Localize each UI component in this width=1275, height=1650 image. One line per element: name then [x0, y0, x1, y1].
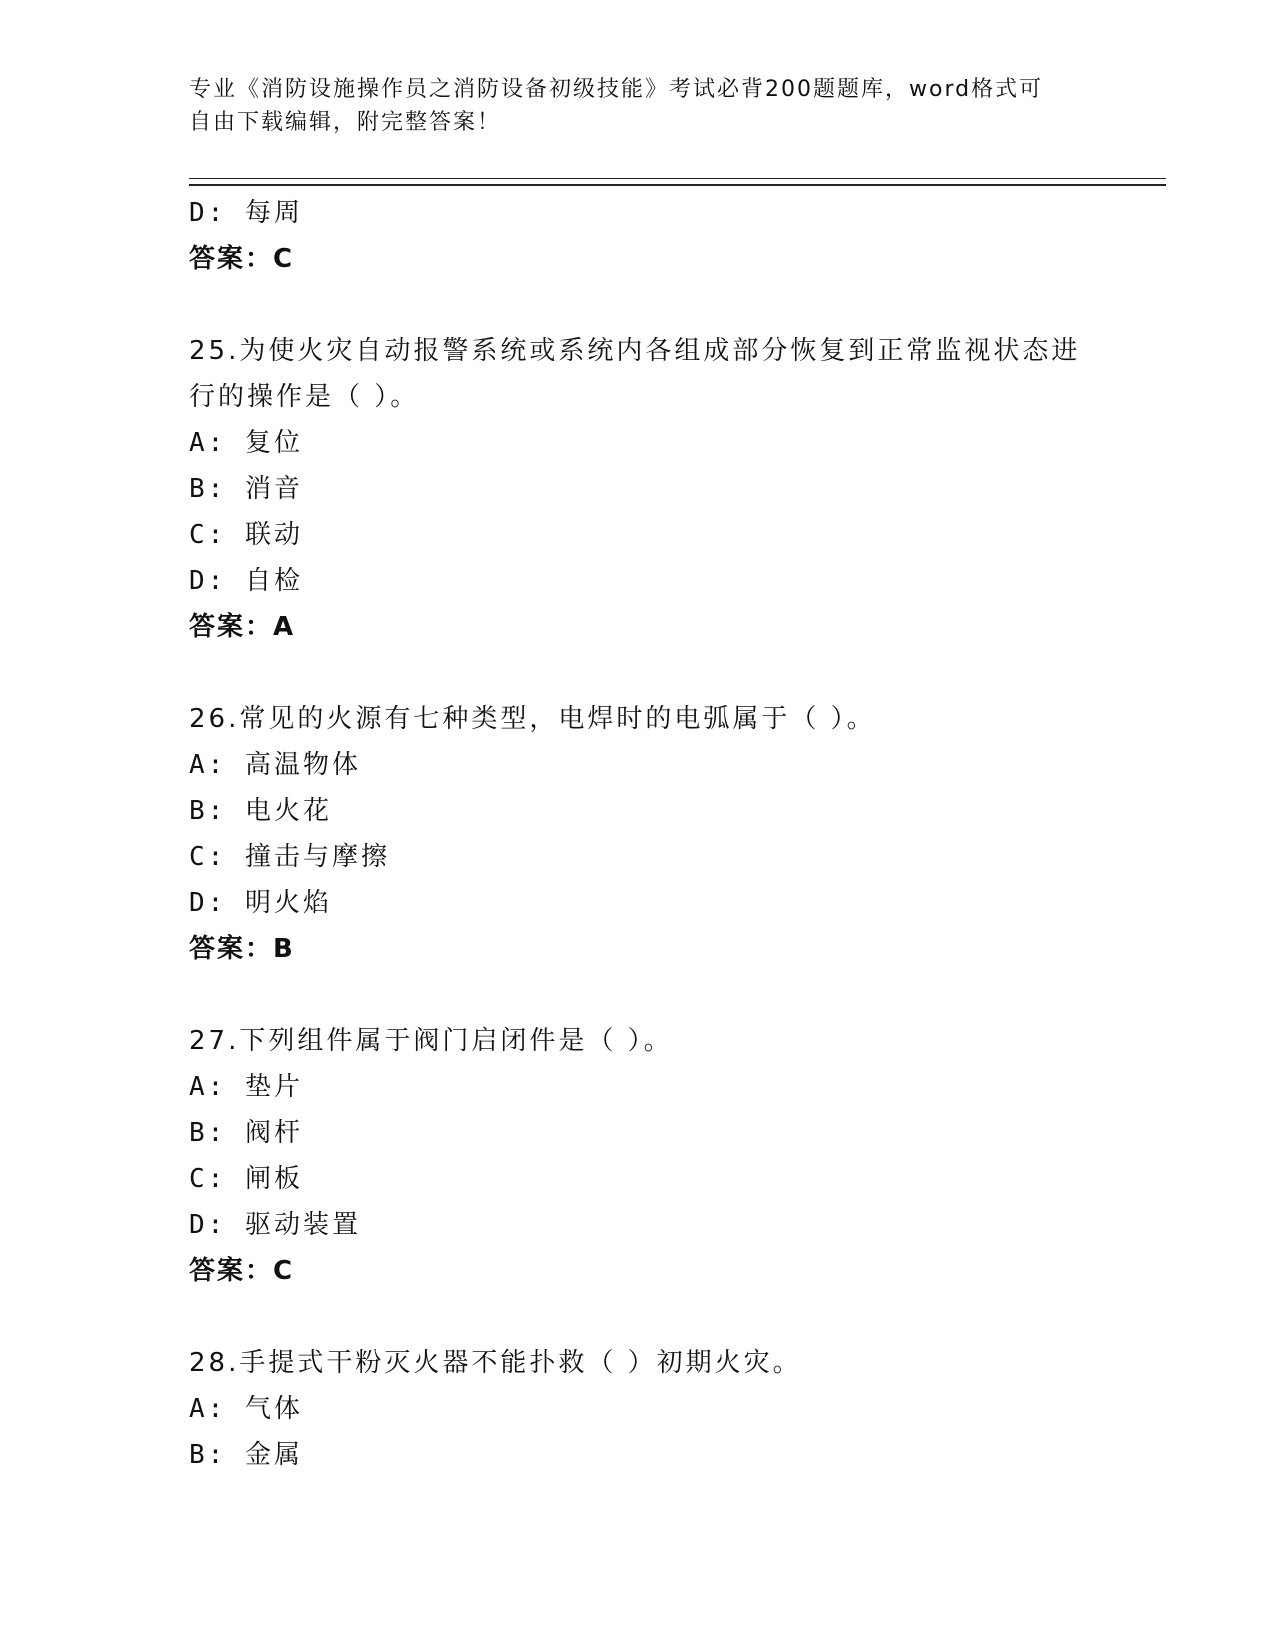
question-stem: 25.为使火灾自动报警系统或系统内各组成部分恢复到正常监视状态进 — [189, 336, 1081, 366]
option-d: D: 明火焰 — [189, 888, 332, 918]
option-a: A: 气体 — [189, 1394, 303, 1424]
question-26 — [189, 696, 1109, 972]
option-d: D: 驱动装置 — [189, 1210, 361, 1240]
option-b: B: 电火花 — [189, 796, 332, 826]
header-divider-thin — [189, 178, 1166, 179]
document-body — [189, 190, 1109, 1478]
question-stem: 26.常见的火源有七种类型，电焊时的电弧属于（ ）。 — [189, 704, 876, 734]
option-c: C: 闸板 — [189, 1164, 303, 1194]
option-c: C: 联动 — [189, 520, 303, 550]
question-stem: 28.手提式干粉灭火器不能扑救（ ）初期火灾。 — [189, 1348, 802, 1378]
option-c: C: 撞击与摩擦 — [189, 842, 390, 872]
question-stem: 27.下列组件属于阀门启闭件是（ ）。 — [189, 1026, 673, 1056]
option-a: A: 高温物体 — [189, 750, 361, 780]
option-d: D: 每周 — [189, 198, 303, 228]
question-28 — [189, 1340, 1109, 1478]
option-a: A: 复位 — [189, 428, 303, 458]
header-divider-thick — [189, 184, 1166, 186]
header-line-1: 专业《消防设施操作员之消防设备初级技能》考试必背200题题库，word格式可 — [189, 77, 1044, 102]
option-b: B: 金属 — [189, 1440, 303, 1470]
question-stem-continued: 行的操作是（ ）。 — [189, 382, 420, 412]
question-25 — [189, 328, 1109, 650]
option-b: B: 阀杆 — [189, 1118, 303, 1148]
answer-line: 答案：C — [189, 244, 295, 274]
option-a: A: 垫片 — [189, 1072, 303, 1102]
question-27 — [189, 1018, 1109, 1294]
answer-line: 答案：C — [189, 1256, 295, 1286]
answer-line: 答案：B — [189, 934, 295, 964]
option-b: B: 消音 — [189, 474, 303, 504]
header-line-2: 自由下载编辑，附完整答案！ — [189, 110, 502, 135]
document-header — [189, 73, 1089, 139]
option-d: D: 自检 — [189, 566, 303, 596]
answer-line: 答案：A — [189, 612, 296, 642]
